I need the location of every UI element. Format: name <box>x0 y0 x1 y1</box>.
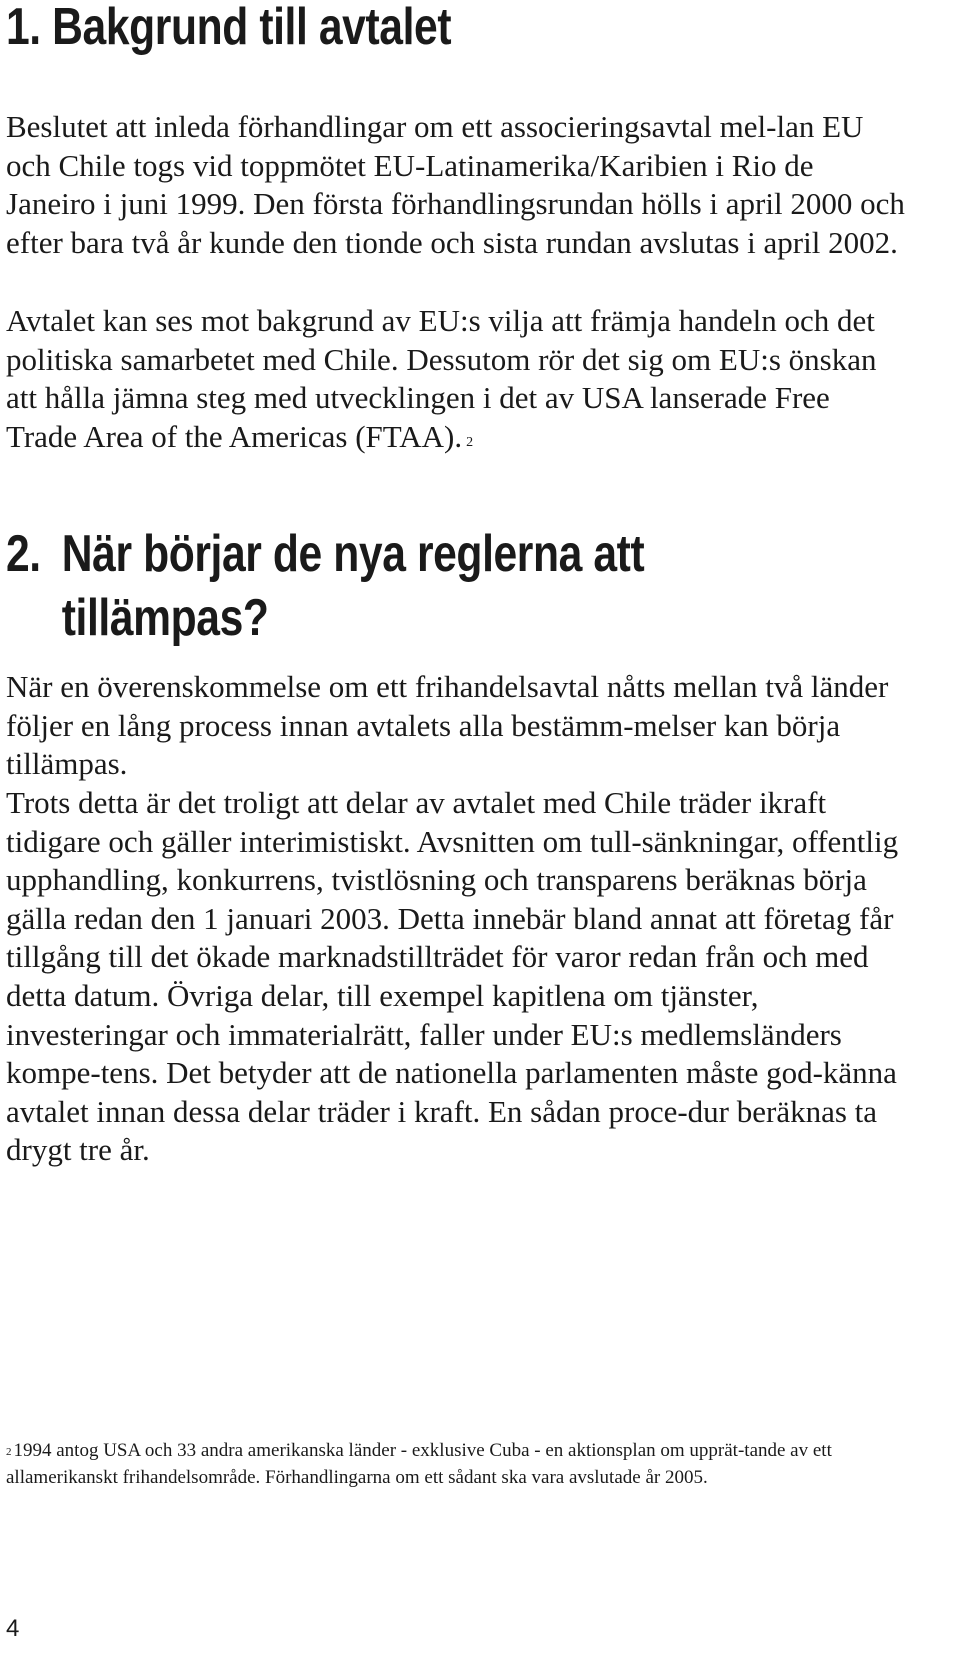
section-1-heading: 1. Bakgrund till avtalet <box>6 0 452 56</box>
section-1-paragraph-1 <box>6 108 908 262</box>
footnote <box>6 1437 908 1491</box>
page-number: 4 <box>6 1615 20 1642</box>
footnote-text: 1994 antog USA och 33 andra amerikanska länder - exklusive Cuba - en aktionsplan om upprät-tande av ett allamerikanskt frihandelsområde. Förhandlingarna om ett sådant ska vara avslutade år 2005. <box>6 1440 832 1488</box>
section-2-heading-number: 2. <box>6 525 41 583</box>
footnote-marker: 2 <box>6 1446 12 1458</box>
section-1-paragraph-2-text: Avtalet kan ses mot bakgrund av EU:s vilja att främja handeln och det politiska samarbetet med Chile. Dessutom rör det sig om EU:s önskan att hålla jämna steg med utvecklingen i det av USA lanserade Free Trade Area of the Americas (FTAA). <box>6 303 877 454</box>
section-2-paragraph-1 <box>6 668 908 784</box>
footnote-reference[interactable]: 2 <box>466 434 474 450</box>
section-2-heading-line-1: När börjar de nya reglerna att <box>61 525 645 583</box>
section-2-heading <box>6 522 744 650</box>
section-2-paragraph-1-text: När en överenskommelse om ett frihandelsavtal nåtts mellan två länder följer en lång process innan avtalets alla bestämm-melser kan börja tillämpas. <box>6 669 889 782</box>
section-1-paragraph-1-text: Beslutet att inleda förhandlingar om ett associeringsavtal mel-lan EU och Chile togs vid toppmötet EU-Latinamerika/Karibien i Rio de Janeiro i juni 1999. Den första förhandlingsrundan hölls i april 2000 och efter bara två år kunde den tionde och sista rundan avslutas i april 2002. <box>6 109 905 260</box>
section-2-heading-line-2: tillämpas? <box>61 589 269 647</box>
section-1-paragraph-2 <box>6 302 908 456</box>
section-2-paragraph-2 <box>6 784 908 1170</box>
section-2-paragraph-2-text: Trots detta är det troligt att delar av avtalet med Chile träder ikraft tidigare och gäller interimistiskt. Avsnitten om tull-sänkningar, offentlig upphandling, konkurrens, tvistlösning och transparens beräknas börja gälla redan den 1 januari 2003. Detta innebär bland annat att företag får tillgång till det ökade marknadstillträdet för varor redan från och med detta datum. Övriga delar, till exempel kapitlena om tjänster, investeringar och immaterialrätt, faller under EU:s medlemsländers kompe-tens. Det betyder att de nationella parlamenten måste god-känna avtalet innan dessa delar träder i kraft. En sådan proce-dur beräknas ta drygt tre år. <box>6 785 899 1168</box>
